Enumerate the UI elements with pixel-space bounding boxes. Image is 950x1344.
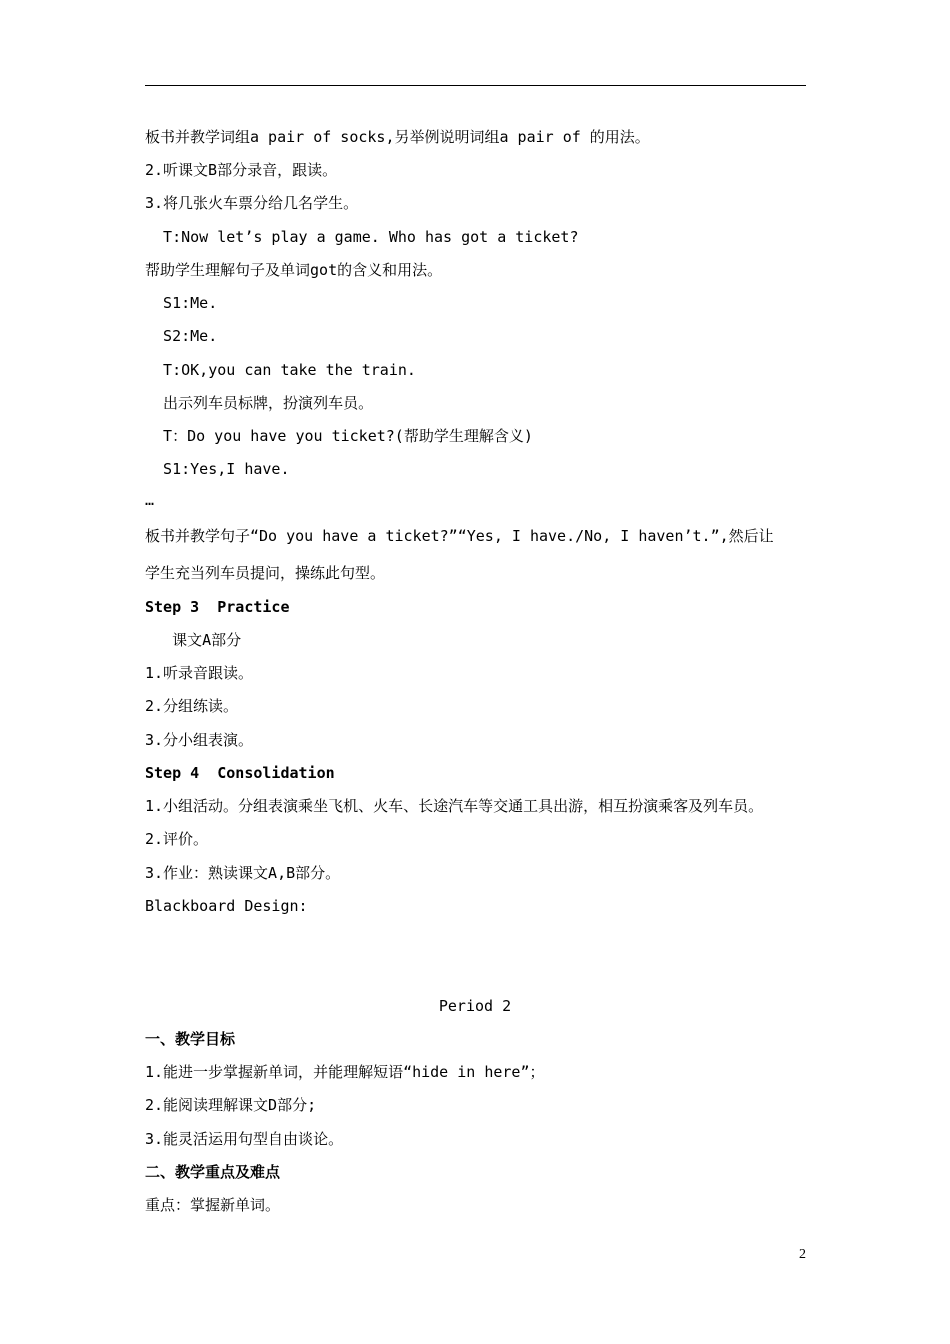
text-line: S1:Yes,I have. xyxy=(145,460,290,478)
text-line: 1.小组活动。分组表演乘坐飞机、火车、长途汽车等交通工具出游，相互扮演乘客及列车员。 xyxy=(145,797,764,815)
text-line: 1.能进一步掌握新单词，并能理解短语“hide in here”； xyxy=(145,1063,545,1081)
section-heading: Step 4 Consolidation xyxy=(145,764,335,782)
text-line: Blackboard Design: xyxy=(145,897,308,915)
text-line: 学生充当列车员提问，操练此句型。 xyxy=(145,564,386,582)
text-line: T:OK,you can take the train. xyxy=(145,361,416,379)
ellipsis-line: … xyxy=(145,491,155,509)
text-line: 2.分组练读。 xyxy=(145,697,239,715)
text-line: 1.听录音跟读。 xyxy=(145,664,254,682)
text-line: 板书并教学句子“Do you have a ticket?”“Yes, I have./No, I haven’t.”,然后让 xyxy=(145,527,774,545)
text-line: 3.能灵活运用句型自由谈论。 xyxy=(145,1130,344,1148)
section-heading: 二、教学重点及难点 xyxy=(145,1163,281,1181)
text-line: 板书并教学词组a pair of socks,另举例说明词组a pair of 的用法。 xyxy=(145,128,650,146)
text-line: 出示列车员标牌，扮演列车员。 xyxy=(145,394,374,412)
text-line: 3.作业：熟读课文A,B部分。 xyxy=(145,864,341,882)
page-number: 2 xyxy=(799,1247,806,1262)
text-line: S2:Me. xyxy=(145,327,218,345)
section-heading: Step 3 Practice xyxy=(145,598,290,616)
text-line: 2.听课文B部分录音，跟读。 xyxy=(145,161,338,179)
text-line: 重点：掌握新单词。 xyxy=(145,1196,281,1214)
text-line: T:Now let’s play a game. Who has got a ticket? xyxy=(145,228,579,246)
section-heading: 一、教学目标 xyxy=(145,1030,236,1048)
text-line: 2.评价。 xyxy=(145,830,209,848)
text-line: 3.将几张火车票分给几名学生。 xyxy=(145,194,359,212)
text-line: T：Do you have you ticket?(帮助学生理解含义) xyxy=(145,427,533,445)
header-rule xyxy=(145,85,806,86)
text-line: 3.分小组表演。 xyxy=(145,731,254,749)
text-line: S1:Me. xyxy=(145,294,218,312)
text-line: 2.能阅读理解课文D部分; xyxy=(145,1096,317,1114)
text-line: 帮助学生理解句子及单词got的含义和用法。 xyxy=(145,261,443,279)
text-line: 课文A部分 xyxy=(145,631,242,649)
period-title: Period 2 xyxy=(438,997,512,1015)
